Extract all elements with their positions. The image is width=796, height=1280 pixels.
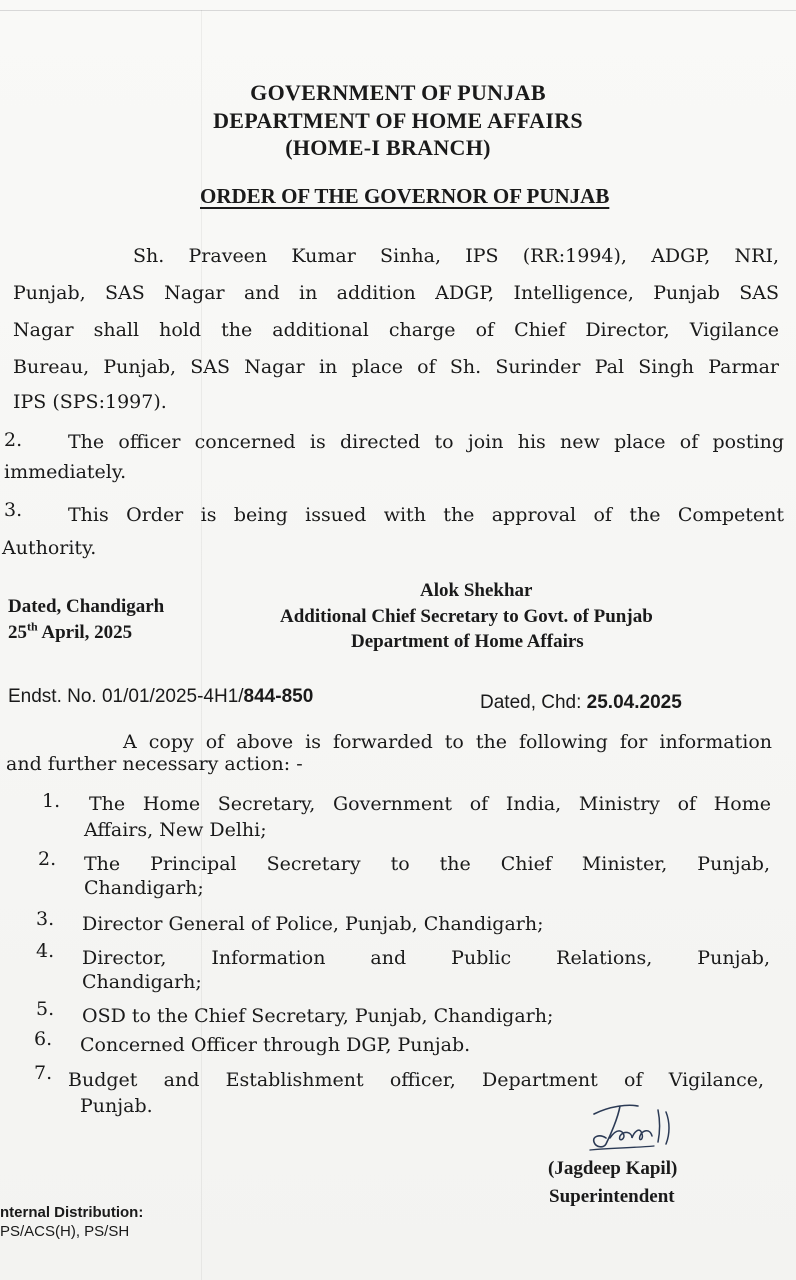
- para1-line4: Bureau, Punjab, SAS Nagar in place of Sh. Surinder Pal Singh Parmar: [13, 356, 779, 378]
- dist-5-line1: OSD to the Chief Secretary, Punjab, Chandigarh;: [82, 1005, 554, 1027]
- dist-3-number: 3.: [36, 908, 55, 930]
- copy-intro-line1: A copy of above is forwarded to the following for information: [123, 731, 772, 753]
- dist-7-line2: Punjab.: [80, 1095, 153, 1117]
- dist-3-line1: Director General of Police, Punjab, Chandigarh;: [82, 913, 544, 935]
- para2-line2: immediately.: [4, 461, 127, 483]
- para1-line5: IPS (SPS:1997).: [13, 391, 167, 413]
- dist-6-line1: Concerned Officer through DGP, Punjab.: [80, 1034, 471, 1056]
- dist-4-line2: Chandigarh;: [82, 971, 202, 993]
- dist-2-line1: The Principal Secretary to the Chief Minister, Punjab,: [84, 853, 770, 875]
- dated-day-suffix: th: [27, 619, 38, 634]
- dist-4-line1: Director, Information and Public Relations, Punjab,: [82, 947, 770, 969]
- endorsement-range: 844-850: [243, 686, 314, 707]
- internal-distribution-label: nternal Distribution:: [0, 1204, 144, 1221]
- dist-5-number: 5.: [36, 998, 55, 1020]
- para3-line2: Authority.: [2, 537, 97, 559]
- dist-7-line1: Budget and Establishment officer, Department of Vigilance,: [68, 1069, 764, 1091]
- endorsement-date-value: 25.04.2025: [586, 692, 682, 713]
- para2-line1: The officer concerned is directed to join his new place of posting: [68, 431, 784, 453]
- superintendent-title: Superintendent: [549, 1186, 675, 1207]
- signatory-department: Department of Home Affairs: [351, 631, 584, 652]
- header-department: DEPARTMENT OF HOME AFFAIRS: [213, 108, 583, 133]
- dist-1-line1: The Home Secretary, Government of India, Ministry of Home: [89, 793, 771, 815]
- para3-number: 3.: [4, 499, 23, 521]
- dated-place: Dated, Chandigarh: [8, 596, 165, 617]
- endorsement-prefix: Endst. No. 01/01/2025-4H1/: [8, 686, 244, 707]
- endorsement-date-label: Dated, Chd:: [480, 692, 587, 713]
- page-top-edge: [0, 10, 796, 11]
- dist-7-number: 7.: [34, 1062, 53, 1084]
- para1-line3: Nagar shall hold the additional charge of Chief Director, Vigilance: [13, 319, 779, 341]
- internal-distribution-value: PS/ACS(H), PS/SH: [0, 1223, 130, 1240]
- para2-number: 2.: [4, 429, 23, 451]
- dated-day: 25: [8, 622, 27, 643]
- dist-1-line2: Affairs, New Delhi;: [84, 819, 267, 841]
- dist-4-number: 4.: [36, 940, 55, 962]
- header-branch: (HOME-I BRANCH): [285, 135, 491, 160]
- endorsement-number: [8, 686, 313, 708]
- dated-month-year: April, 2025: [41, 622, 133, 643]
- dated-date: [8, 619, 133, 644]
- dist-1-number: 1.: [42, 790, 61, 812]
- signatory-designation: Additional Chief Secretary to Govt. of Punjab: [280, 606, 653, 627]
- order-title: ORDER OF THE GOVERNOR OF PUNJAB: [200, 184, 610, 208]
- para1-line1: Sh. Praveen Kumar Sinha, IPS (RR:1994), ADGP, NRI,: [133, 245, 779, 267]
- superintendent-name: (Jagdeep Kapil): [548, 1158, 678, 1179]
- para3-line1: This Order is being issued with the approval of the Competent: [68, 504, 784, 526]
- signatory-name: Alok Shekhar: [420, 580, 533, 601]
- handwritten-signature: [580, 1092, 690, 1162]
- dist-2-number: 2.: [38, 848, 57, 870]
- para1-line2: Punjab, SAS Nagar and in addition ADGP, Intelligence, Punjab SAS: [13, 282, 779, 304]
- endorsement-date: [480, 692, 682, 714]
- copy-intro-line2: and further necessary action: -: [6, 753, 303, 775]
- dist-6-number: 6.: [34, 1028, 53, 1050]
- header-government: GOVERNMENT OF PUNJAB: [250, 80, 546, 105]
- dist-2-line2: Chandigarh;: [84, 877, 204, 899]
